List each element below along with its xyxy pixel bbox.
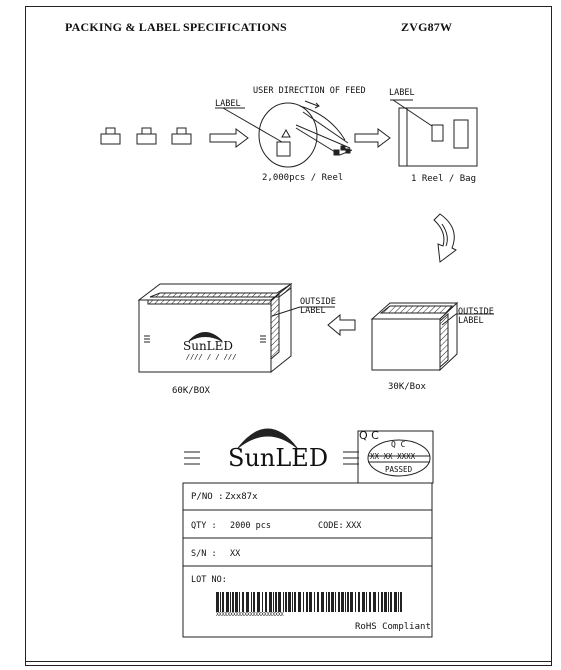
qc-inner: Q C	[391, 440, 406, 449]
code-label: CODE:	[318, 521, 344, 531]
rohs-text: RoHS Compliant	[355, 622, 431, 632]
barcode-bar	[309, 592, 312, 612]
sn-value: XX	[230, 549, 241, 559]
barcode-bar	[265, 592, 267, 612]
barcode-bar	[369, 592, 371, 612]
barcode-bar	[285, 592, 287, 612]
barcode-bar	[314, 592, 315, 612]
barcode-bar	[362, 592, 365, 612]
barcode	[216, 592, 402, 612]
barcode-bar	[338, 592, 340, 612]
qc-title: Q C	[359, 429, 379, 442]
barcode-bar	[358, 592, 360, 612]
big-box-marks: //// / / ///	[186, 353, 237, 361]
barcode-bar	[350, 592, 353, 612]
led-components	[101, 128, 191, 144]
barcode-bar	[275, 592, 277, 612]
barcode-bar	[269, 592, 272, 612]
reel-icon	[259, 101, 352, 167]
bag-caption: 1 Reel / Bag	[411, 174, 477, 184]
barcode-bar	[288, 592, 291, 612]
barcode-bar	[303, 592, 304, 612]
barcode-bar	[232, 592, 234, 612]
bag-label-text: LABEL	[389, 88, 415, 98]
barcode-bar	[331, 592, 334, 612]
barcode-bar	[394, 592, 397, 612]
barcode-bar	[355, 592, 356, 612]
big-box-outside-label: OUTSIDE LABEL	[300, 297, 336, 316]
big-box-caption: 60K/BOX	[172, 386, 210, 396]
barcode-bar	[347, 592, 349, 612]
barcode-bar	[400, 592, 402, 612]
big-box-brand: SunLED	[183, 339, 234, 353]
barcode-bar	[381, 592, 383, 612]
qty-value: 2000 pcs	[230, 521, 271, 531]
barcode-bar	[326, 592, 327, 612]
small-box-outside-label: OUTSIDE LABEL	[458, 307, 494, 326]
barcode-bar	[345, 592, 346, 612]
barcode-bar	[262, 592, 263, 612]
barcode-bar	[298, 592, 301, 612]
barcode-bar	[239, 592, 240, 612]
label-brand: SunLED	[228, 444, 329, 472]
barcode-bar	[378, 592, 379, 612]
page-title: PACKING & LABEL SPECIFICATIONS	[65, 20, 287, 34]
barcode-bar	[321, 592, 324, 612]
bag-icon	[390, 100, 477, 166]
barcode-bar	[251, 592, 252, 612]
barcode-bar	[294, 592, 296, 612]
barcode-bar	[390, 592, 392, 612]
barcode-bar	[220, 592, 221, 612]
barcode-bar	[328, 592, 330, 612]
pno-label: P/NO :	[191, 492, 224, 502]
small-box-caption: 30K/Box	[388, 382, 426, 392]
barcode-bar	[253, 592, 255, 612]
barcode-bar	[235, 592, 238, 612]
qc-code: XX XX XXXX	[370, 452, 416, 461]
reel-caption: 2,000pcs / Reel	[262, 173, 344, 183]
lot-label: LOT NO:	[191, 575, 227, 585]
barcode-bar	[283, 592, 284, 612]
barcode-bar	[278, 592, 281, 612]
qc-status: PASSED	[385, 465, 413, 474]
barcode-bar	[335, 592, 336, 612]
barcode-bar	[257, 592, 260, 612]
code-value: XXX	[346, 521, 362, 531]
barcode-bar	[317, 592, 319, 612]
sn-label: S/N :	[191, 549, 217, 559]
barcode-bar	[388, 592, 389, 612]
barcode-bar	[230, 592, 231, 612]
qty-label: QTY :	[191, 521, 217, 531]
barcode-bar	[398, 592, 399, 612]
barcode-bar	[384, 592, 387, 612]
barcode-bar	[341, 592, 344, 612]
barcode-bar	[226, 592, 229, 612]
reel-label-text: LABEL	[215, 99, 241, 109]
pno-value: Zxx87x	[225, 492, 258, 502]
barcode-bar	[373, 592, 376, 612]
barcode-bar	[242, 592, 244, 612]
barcode-bar	[273, 592, 274, 612]
barcode-bar	[246, 592, 249, 612]
part-number: ZVG87W	[401, 20, 453, 34]
barcode-bar	[366, 592, 367, 612]
barcode-bar	[292, 592, 293, 612]
curved-arrow-icon	[434, 214, 456, 262]
barcode-bar	[222, 592, 224, 612]
barcode-bar	[306, 592, 308, 612]
feed-direction-label: USER DIRECTION OF FEED	[253, 86, 366, 96]
barcode-text: XXXXXXXXXXXXXXXXXXXXXXXX	[216, 612, 284, 618]
barcode-bar	[216, 592, 219, 612]
